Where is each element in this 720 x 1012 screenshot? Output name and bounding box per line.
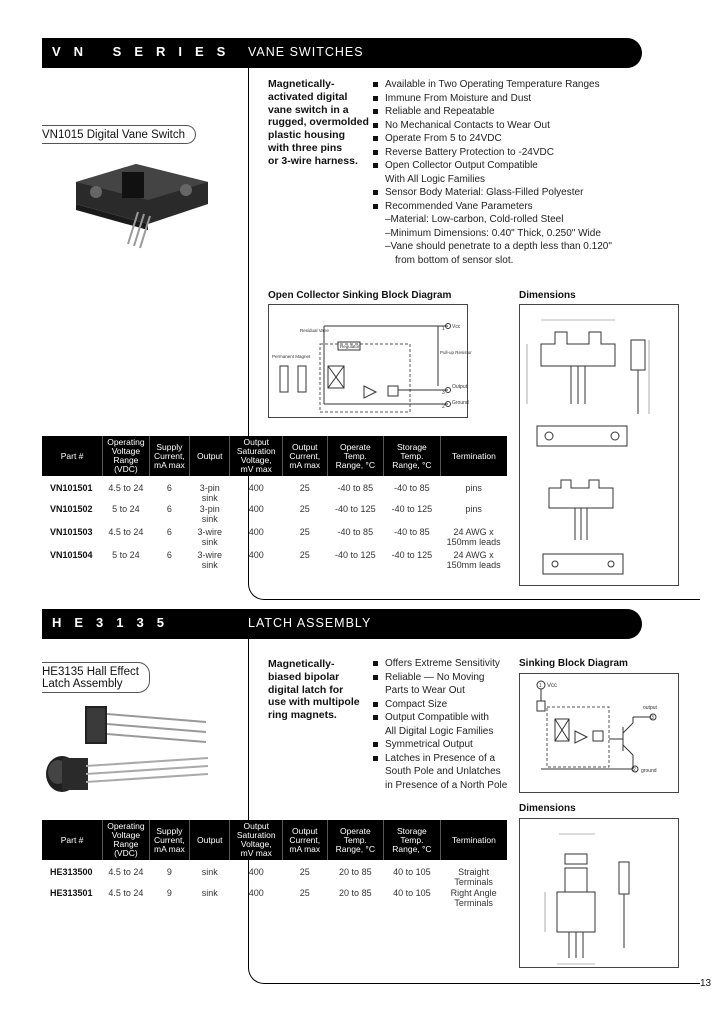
- header-line: Operating: [107, 821, 145, 831]
- description-line: digital latch for: [268, 683, 344, 696]
- cell-part: VN101503: [50, 527, 93, 537]
- header-line: Temp.: [343, 834, 367, 845]
- cell-line: Terminals: [454, 876, 493, 887]
- cell-supply: 9: [166, 867, 172, 877]
- cell-sat: 400: [248, 888, 264, 898]
- header-line: Storage: [397, 441, 427, 452]
- cell-term: [440, 504, 507, 527]
- cell-term: [440, 550, 507, 573]
- header-line: mA max: [154, 459, 185, 470]
- header-line: Voltage,: [240, 455, 272, 465]
- feature-text: South Pole and Unlatches: [385, 766, 501, 777]
- header-line: Operate: [339, 441, 371, 452]
- header-line: Range, °C: [335, 843, 375, 854]
- pin-2: 2: [442, 404, 445, 410]
- header-line: Part #: [60, 834, 84, 845]
- feature-item: [373, 132, 693, 146]
- cell-part: VN101501: [50, 483, 93, 493]
- feature-item: [373, 78, 693, 92]
- cell-output: [190, 476, 230, 504]
- feature-text: Reliable — No Moving: [385, 671, 485, 683]
- series-title: VN SERIES: [52, 44, 239, 59]
- feature-item: [373, 186, 693, 200]
- cell-operate: 20 to 85: [339, 888, 372, 898]
- header-line: mA max: [289, 459, 321, 470]
- header-line: Current,: [153, 834, 185, 845]
- cell-operate: -40 to 125: [335, 504, 376, 514]
- column-header: [190, 820, 230, 860]
- vn-feature-list: [373, 78, 693, 267]
- header-line: Range, °C: [335, 459, 375, 470]
- header-line: Voltage: [111, 446, 141, 456]
- header-line: Voltage: [111, 830, 141, 840]
- feature-item: [373, 200, 693, 214]
- description-line: activated digital: [268, 90, 348, 103]
- feature-item: [373, 159, 693, 186]
- cell-line: sink: [201, 867, 218, 877]
- description-line: use with multipole: [268, 696, 360, 709]
- cell-line: pins: [465, 483, 482, 493]
- header-line: Output: [197, 450, 223, 461]
- cell-term: [440, 527, 507, 550]
- feature-text: Symmetrical Output: [385, 739, 473, 750]
- column-header: [440, 436, 507, 476]
- vn-dimensions-drawing: [519, 304, 679, 586]
- description-line: or 3-wire harness.: [268, 154, 358, 167]
- header-line: Range: [113, 839, 139, 849]
- cell-operate: -40 to 125: [335, 550, 376, 560]
- cell-voltage: 4.5 to 24: [108, 483, 144, 493]
- column-header: [149, 820, 189, 860]
- header-line: Operate: [339, 825, 371, 836]
- cell-line: 150mm leads: [446, 559, 501, 570]
- feature-text: All Digital Logic Families: [385, 725, 494, 737]
- feature-item: [373, 752, 513, 793]
- description-line: Magnetically-: [268, 78, 335, 90]
- he-series-banner: [42, 609, 642, 639]
- column-header: [440, 820, 507, 860]
- table-row: [42, 860, 507, 888]
- vn-product-photo: [68, 152, 218, 252]
- vn-block-diagram: [268, 304, 472, 418]
- header-line: mV max: [240, 848, 272, 858]
- magnet-label: Permanent Magnet: [272, 354, 311, 359]
- he-product-label: HE3135 Hall Effect Latch Assembly: [42, 662, 150, 693]
- feature-text: Operate From 5 to 24VDC: [385, 133, 502, 144]
- vn-spec-table: [42, 436, 507, 573]
- feature-text: Available in Two Operating Temperature Ranges: [385, 79, 600, 90]
- vane-label: Residual Vane: [300, 328, 329, 333]
- cell-line: sink: [201, 536, 218, 547]
- cell-voltage: 5 to 24: [112, 504, 140, 514]
- header-line: Range, °C: [392, 843, 432, 854]
- cell-line: sink: [201, 513, 218, 524]
- feature-text: Offers Extreme Sensitivity: [385, 658, 500, 669]
- feature-text: Immune From Moisture and Dust: [385, 92, 532, 104]
- cell-sat: 400: [248, 504, 264, 514]
- cell-voltage: 4.5 to 24: [108, 867, 144, 877]
- feature-item: [373, 92, 693, 106]
- column-header: [384, 436, 441, 476]
- cell-line: 3-wire: [197, 527, 223, 537]
- header-line: Supply: [156, 441, 183, 452]
- vn-series-banner: [42, 38, 642, 68]
- header-line: Current,: [289, 834, 321, 845]
- cell-output: [190, 888, 230, 911]
- cell-term: [440, 476, 507, 504]
- cell-supply: 6: [166, 527, 172, 537]
- pin-3: 3: [442, 390, 445, 396]
- feature-item: [373, 146, 693, 160]
- cell-storage: -40 to 85: [394, 527, 430, 537]
- cell-supply: 6: [166, 504, 172, 514]
- feature-text: No Mechanical Contacts to Wear Out: [385, 119, 550, 131]
- cell-output: [190, 860, 230, 888]
- column-header: [327, 436, 384, 476]
- pin-1: 1: [539, 683, 542, 689]
- he-spec-table: [42, 820, 507, 911]
- description-line: biased bipolar: [268, 670, 340, 683]
- vcc-label: Vcc: [452, 324, 461, 330]
- column-header: [384, 820, 441, 860]
- header-line: Range, °C: [392, 459, 432, 470]
- cell-line: 24 AWG x: [453, 550, 494, 560]
- header-line: Part #: [60, 450, 84, 461]
- he-block-diagram: [519, 673, 679, 793]
- column-header: [149, 436, 189, 476]
- cell-line: 150mm leads: [446, 536, 501, 547]
- cell-supply: 6: [166, 483, 172, 493]
- pin-2: 2: [633, 767, 636, 773]
- cell-part: VN101502: [50, 504, 93, 514]
- cell-term: [440, 860, 507, 888]
- cell-current: 25: [299, 888, 310, 898]
- cell-storage: 40 to 105: [393, 867, 431, 877]
- header-line: Voltage,: [240, 839, 272, 849]
- header-line: Current,: [153, 450, 185, 461]
- cell-current: 25: [299, 550, 310, 560]
- series-subtitle: VANE SWITCHES: [248, 45, 364, 59]
- header-line: Output: [197, 834, 223, 845]
- vane-parameter: –Minimum Dimensions: 0.40" Thick, 0.250" Wide: [385, 227, 601, 239]
- header-line: Output: [292, 441, 318, 452]
- description-line: Magnetically-: [268, 658, 335, 670]
- feature-item: [373, 698, 513, 712]
- vcc-label: Vcc: [547, 683, 558, 689]
- feature-text: Latches in Presence of a: [385, 752, 496, 764]
- header-line: Operating: [107, 437, 145, 447]
- vn-product-label: VN1015 Digital Vane Switch: [42, 125, 196, 144]
- feature-item: [373, 711, 513, 738]
- header-line: (VDC): [114, 848, 138, 858]
- column-header: [283, 820, 327, 860]
- table-row: [42, 888, 507, 911]
- column-header: [283, 436, 327, 476]
- cell-sat: 400: [248, 527, 264, 537]
- cell-supply: 9: [166, 888, 172, 898]
- cell-sat: 400: [248, 867, 264, 877]
- column-header: [103, 436, 150, 476]
- cell-current: 25: [299, 504, 310, 514]
- header-line: (VDC): [114, 464, 138, 474]
- feature-text: Parts to Wear Out: [385, 685, 465, 696]
- cell-storage: -40 to 125: [391, 550, 433, 560]
- feature-text: in Presence of a North Pole: [385, 779, 508, 791]
- vn-block-diagram-title: Open Collector Sinking Block Diagram: [268, 290, 452, 301]
- cell-term: [440, 888, 507, 911]
- cell-current: 25: [299, 867, 310, 877]
- column-header: [327, 820, 384, 860]
- vn-description: [268, 78, 369, 168]
- cell-line: 3-pin: [199, 483, 220, 493]
- feature-text: Sensor Body Material: Glass-Filled Polyester: [385, 187, 584, 198]
- table-row: [42, 527, 507, 550]
- header-line: Output: [292, 825, 318, 836]
- series-title: HE3135: [52, 615, 177, 630]
- feature-item: [373, 105, 693, 119]
- vane-parameter: –Material: Low-carbon, Cold-rolled Steel: [385, 214, 564, 225]
- he-description: [268, 658, 360, 722]
- feature-item: [373, 671, 513, 698]
- he-block-diagram-title: Sinking Block Diagram: [519, 658, 628, 669]
- ground-label: Ground: [452, 400, 469, 406]
- cell-operate: 20 to 85: [339, 867, 372, 877]
- column-header: [42, 436, 103, 476]
- table-row: [42, 476, 507, 504]
- column-header: [230, 820, 283, 860]
- ground-label: ground: [641, 768, 657, 774]
- description-line: ring magnets.: [268, 709, 337, 722]
- feature-text: With All Logic Families: [385, 173, 486, 185]
- cell-voltage: 5 to 24: [112, 550, 140, 560]
- header-line: Temp.: [343, 450, 367, 461]
- pin-3: 3: [651, 715, 654, 721]
- cell-line: 3-wire: [197, 550, 223, 560]
- feature-text: Reverse Battery Protection to -24VDC: [385, 146, 554, 158]
- vane-parameter: –Vane should penetrate to a depth less than 0.120": [385, 241, 612, 252]
- column-header: [42, 820, 103, 860]
- feature-item: [373, 119, 693, 133]
- feature-text: Output Compatible with: [385, 712, 489, 723]
- cell-output: [190, 527, 230, 550]
- cell-line: 24 AWG x: [453, 527, 494, 537]
- cell-line: sink: [201, 559, 218, 570]
- description-line: with three pins: [268, 141, 343, 154]
- header-line: mV max: [240, 464, 272, 474]
- output-label: output: [643, 705, 657, 711]
- header-line: Saturation: [236, 830, 276, 840]
- header-line: Temp.: [400, 450, 424, 461]
- cell-sat: 400: [248, 483, 264, 493]
- header-line: Current,: [289, 450, 321, 461]
- feature-text: Open Collector Output Compatible: [385, 160, 538, 171]
- column-header: [190, 436, 230, 476]
- page-number: 13: [700, 978, 712, 989]
- series-subtitle: LATCH ASSEMBLY: [248, 616, 372, 630]
- description-line: rugged, overmolded: [268, 116, 369, 129]
- feature-text: Compact Size: [385, 698, 448, 710]
- cell-storage: 40 to 105: [393, 888, 431, 898]
- cell-line: pins: [465, 504, 482, 514]
- header-line: Termination: [451, 450, 496, 461]
- regulator-label: Regulator: [340, 344, 360, 349]
- cell-storage: -40 to 125: [391, 504, 433, 514]
- cell-operate: -40 to 85: [337, 527, 374, 537]
- cell-output: [190, 550, 230, 573]
- table-row: [42, 550, 507, 573]
- cell-storage: -40 to 85: [394, 483, 430, 493]
- cell-voltage: 4.5 to 24: [108, 888, 144, 898]
- cell-current: 25: [299, 527, 310, 537]
- cell-part: HE313500: [50, 867, 93, 877]
- header-line: Saturation: [236, 446, 276, 456]
- he-product-photo: [40, 700, 220, 810]
- header-line: Output: [243, 821, 270, 831]
- header-line: Range: [113, 455, 139, 465]
- cell-voltage: 4.5 to 24: [108, 527, 144, 537]
- feature-text: Recommended Vane Parameters: [385, 200, 533, 212]
- cell-line: Right Angle: [450, 888, 497, 898]
- cell-part: HE313501: [50, 888, 93, 898]
- he-dimensions-title: Dimensions: [519, 803, 576, 814]
- header-line: mA max: [289, 843, 321, 854]
- cell-line: Terminals: [454, 897, 493, 908]
- column-header: [230, 436, 283, 476]
- he-dimensions-drawing: [519, 818, 679, 968]
- output-label: Output: [452, 384, 468, 390]
- header-line: Storage: [397, 825, 427, 836]
- feature-text: Reliable and Repeatable: [385, 106, 495, 117]
- vn-dimensions-title: Dimensions: [519, 290, 576, 301]
- description-line: vane switch in a: [268, 103, 349, 116]
- cell-line: 3-pin: [199, 504, 220, 514]
- pullup-label: Pull-up Resistor: [440, 350, 472, 355]
- cell-line: sink: [201, 888, 218, 898]
- pin-1: 1: [442, 326, 445, 332]
- feature-item: [373, 657, 513, 671]
- feature-item: [373, 738, 513, 752]
- he-feature-list: [373, 657, 513, 792]
- cell-sat: 400: [248, 550, 264, 560]
- header-line: Temp.: [400, 834, 424, 845]
- header-line: Supply: [156, 825, 183, 836]
- cell-line: Straight: [458, 867, 490, 877]
- cell-line: sink: [201, 492, 218, 503]
- header-line: mA max: [154, 843, 185, 854]
- cell-output: [190, 504, 230, 527]
- cell-current: 25: [299, 483, 310, 493]
- table-row: [42, 504, 507, 527]
- vane-parameter: from bottom of sensor slot.: [395, 254, 514, 266]
- cell-supply: 6: [166, 550, 172, 560]
- column-header: [103, 820, 150, 860]
- header-line: Termination: [451, 834, 496, 845]
- cell-operate: -40 to 85: [337, 483, 374, 493]
- cell-part: VN101504: [50, 550, 93, 560]
- description-line: plastic housing: [268, 129, 346, 142]
- header-line: Output: [243, 437, 270, 447]
